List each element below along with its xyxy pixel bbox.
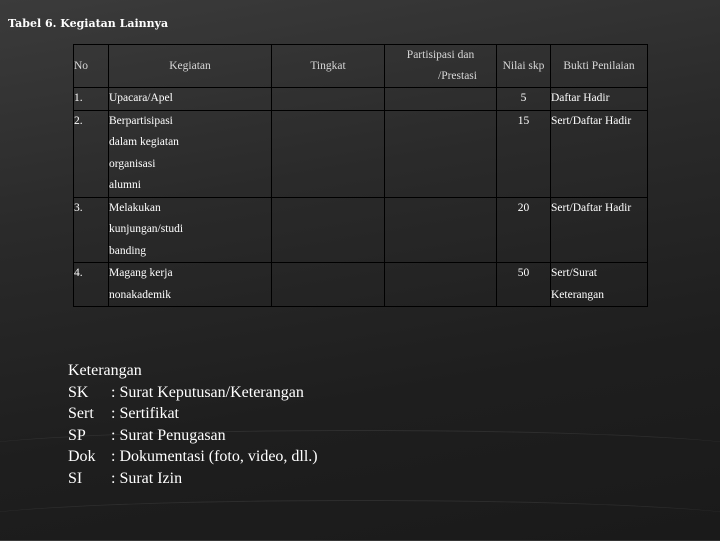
header-tingkat: Tingkat xyxy=(272,45,385,88)
legend-desc: : Surat Keputusan/Keterangan xyxy=(111,383,304,401)
table-row xyxy=(74,88,648,111)
cell-tingkat xyxy=(272,197,385,263)
cell-partisipasi xyxy=(385,88,497,111)
header-kegiatan: Kegiatan xyxy=(109,45,272,88)
cell-no xyxy=(74,197,109,263)
cell-nilai xyxy=(497,263,551,307)
header-partisipasi-line1: Partisipasi dan xyxy=(406,49,475,61)
legend-abbr: SK xyxy=(68,383,89,401)
legend-block xyxy=(68,360,318,489)
legend-abbr: Sert xyxy=(68,405,94,422)
activities-table xyxy=(73,44,648,307)
cell-partisipasi xyxy=(385,263,497,307)
cell-bukti xyxy=(551,197,648,263)
legend-item xyxy=(68,425,318,447)
cell-bukti xyxy=(551,263,648,307)
header-nilai: Nilai skp xyxy=(497,45,551,88)
nilai-value: 50 xyxy=(517,267,530,279)
table-row xyxy=(74,110,648,197)
cell-tingkat xyxy=(272,110,385,197)
kegiatan-text: dalam kegiatan xyxy=(109,136,179,148)
header-partisipasi-line2: /Prestasi xyxy=(438,70,477,82)
cell-bukti xyxy=(551,88,648,111)
legend-items xyxy=(68,382,318,490)
header-bukti: Bukti Penilaian xyxy=(551,45,648,88)
cell-no xyxy=(74,110,109,197)
table-header-row xyxy=(74,45,648,88)
table-title: Tabel 6. Kegiatan Lainnya xyxy=(8,17,169,30)
bukti-text: Daftar Hadir xyxy=(551,92,610,104)
cell-tingkat xyxy=(272,88,385,111)
cell-nilai xyxy=(497,197,551,263)
kegiatan-text: kunjungan/studi xyxy=(109,223,184,235)
row-number: 4. xyxy=(74,267,83,279)
nilai-value: 15 xyxy=(517,114,530,127)
bukti-text: Sert/Surat xyxy=(551,267,597,279)
kegiatan-text: Magang kerja xyxy=(109,267,173,279)
legend-heading: Keterangan xyxy=(68,362,142,379)
table-body xyxy=(74,88,648,307)
legend-abbr: SI xyxy=(68,469,83,487)
legend-abbr: Dok xyxy=(68,448,96,465)
cell-nilai xyxy=(497,110,551,197)
kegiatan-text: banding xyxy=(109,244,147,257)
cell-bukti xyxy=(551,110,648,197)
legend-desc: : Surat Izin xyxy=(111,469,183,487)
legend-item xyxy=(68,446,318,468)
kegiatan-text: organisasi xyxy=(109,157,156,170)
row-number: 3. xyxy=(74,201,83,214)
kegiatan-text: Upacara/Apel xyxy=(109,92,173,104)
cell-partisipasi xyxy=(385,110,497,197)
nilai-value: 5 xyxy=(520,92,527,104)
kegiatan-text: Melakukan xyxy=(109,201,161,214)
kegiatan-text: Berpartisipasi xyxy=(109,114,173,127)
legend-item xyxy=(68,403,318,425)
cell-nilai xyxy=(497,88,551,111)
table-row xyxy=(74,197,648,263)
legend-desc: : Surat Penugasan xyxy=(111,426,226,444)
row-number: 1. xyxy=(74,92,83,104)
bukti-text: Keterangan xyxy=(551,288,604,301)
legend-desc: : Dokumentasi (foto, video, dll.) xyxy=(111,448,318,465)
nilai-value: 20 xyxy=(517,201,530,214)
background-curve xyxy=(0,500,720,541)
row-number: 2. xyxy=(74,114,83,127)
kegiatan-text: alumni xyxy=(109,179,141,191)
kegiatan-text: nonakademik xyxy=(109,288,171,301)
legend-desc: : Sertifikat xyxy=(111,405,179,422)
legend-abbr: SP xyxy=(68,426,86,444)
header-no: No xyxy=(74,45,109,88)
cell-partisipasi xyxy=(385,197,497,263)
cell-no xyxy=(74,263,109,307)
bukti-text: Sert/Daftar Hadir xyxy=(551,114,632,127)
cell-kegiatan xyxy=(109,263,272,307)
cell-tingkat xyxy=(272,263,385,307)
header-partisipasi xyxy=(385,45,497,88)
cell-kegiatan xyxy=(109,88,272,111)
cell-kegiatan xyxy=(109,110,272,197)
legend-item xyxy=(68,382,318,404)
bukti-text: Sert/Daftar Hadir xyxy=(551,201,632,214)
legend-item xyxy=(68,468,318,490)
table-row xyxy=(74,263,648,307)
cell-no xyxy=(74,88,109,111)
cell-kegiatan xyxy=(109,197,272,263)
